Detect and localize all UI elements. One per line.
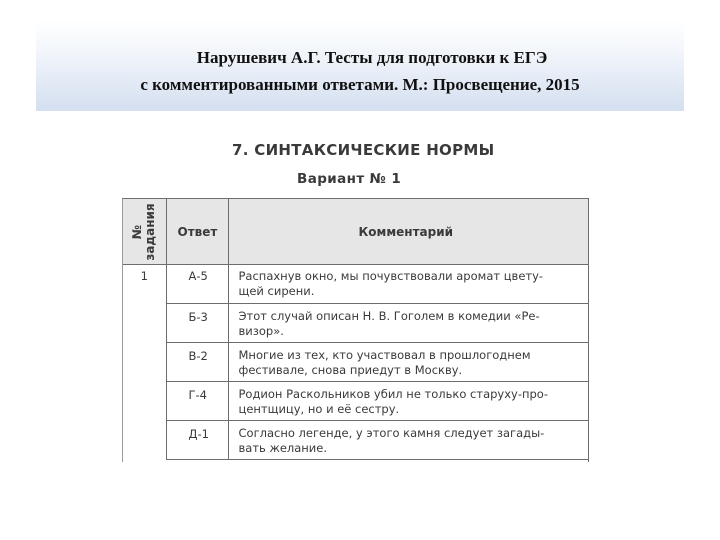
header-line-2: с комментированными ответами. М.: Просвещение, 2015 bbox=[140, 75, 580, 94]
column-header-num-word: задания bbox=[143, 202, 158, 261]
answers-table bbox=[122, 198, 589, 462]
comment-line: Многие из тех, кто участвовал в прошлогоднем bbox=[238, 348, 531, 362]
table-row bbox=[123, 382, 589, 421]
comment-line: Родион Раскольников убил не только старуху-про- bbox=[238, 387, 548, 401]
comment-line: визор». bbox=[238, 324, 284, 338]
variant-title: Вариант № 1 bbox=[297, 171, 402, 187]
header-line-1: Нарушевич А.Г. Тесты для подготовки к ЕГЭ bbox=[196, 48, 548, 67]
comment-line: центщицу, но и её сестру. bbox=[238, 402, 400, 416]
comment-line: Согласно легенде, у этого камня следует загады- bbox=[238, 426, 545, 440]
column-header-answer: Ответ bbox=[166, 199, 228, 265]
comment-line: Этот случай описан Н. В. Гоголем в комедии «Ре- bbox=[238, 309, 540, 323]
comment-cell bbox=[228, 343, 589, 382]
comment-line: щей сирени. bbox=[238, 284, 315, 298]
comment-line: Распахнув окно, мы почувствовали аромат цвету- bbox=[238, 269, 544, 283]
comment-line: вать желание. bbox=[238, 441, 328, 455]
comment-cell bbox=[228, 421, 589, 460]
column-header-comment: Комментарий bbox=[228, 199, 589, 265]
comment-cell bbox=[228, 304, 589, 343]
column-header-num-symbol: № bbox=[130, 224, 145, 239]
section-title: 7. СИНТАКСИЧЕСКИЕ НОРМЫ bbox=[232, 141, 495, 159]
column-header-task-number bbox=[123, 199, 166, 265]
table-row bbox=[123, 421, 589, 460]
comment-line: фестивале, снова приедут в Москву. bbox=[238, 363, 463, 377]
table-header-row bbox=[123, 199, 589, 265]
answer-cell: Д-1 bbox=[166, 421, 228, 460]
slide-header bbox=[36, 20, 684, 111]
answer-cell: Г-4 bbox=[166, 382, 228, 421]
answer-cell: А-5 bbox=[166, 265, 228, 304]
task-number-cell: 1 bbox=[123, 265, 166, 460]
table-row bbox=[123, 343, 589, 382]
answer-cell: В-2 bbox=[166, 343, 228, 382]
comment-cell bbox=[228, 265, 589, 304]
answer-cell: Б-3 bbox=[166, 304, 228, 343]
comment-cell bbox=[228, 382, 589, 421]
table-row bbox=[123, 265, 589, 304]
table-row bbox=[123, 304, 589, 343]
